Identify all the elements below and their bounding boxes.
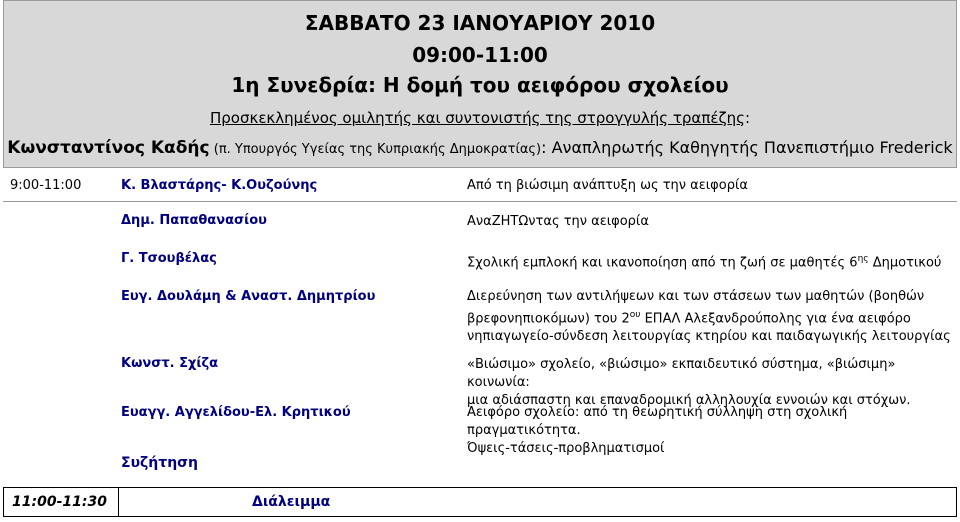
talk-title-1: Από τη βιώσιμη ανάπτυξη ως την αειφορία [467,178,748,193]
speaker-1: Κ. Βλαστάρης- Κ.Ουζούνης [121,178,318,193]
row-divider [3,201,957,202]
invited-label-text: Προσκεκλημένος ομιλητής και συντονιστής της στρογγυλής τραπέζης [210,109,745,127]
moderator-role: (π. Υπουργός Υγείας της Κυπριακής Δημοκρατίας) [209,142,542,157]
speaker-3: Γ. Τσουβέλας [121,251,217,266]
moderator-affiliation: : Αναπληρωτής Καθηγητής Πανεπιστήμιο Frederick [541,138,953,157]
talk-title-3: Σχολική εμπλοκή και ικανοποίηση από τη ζωή σε μαθητές $6^{\eta\varsigma}$ Δημοτικού [467,254,942,271]
speaker-4: Ευγ. Δουλάμη & Αναστ. Δημητρίου [121,289,376,304]
invited-label-colon: : [744,109,750,127]
speaker-6: Ευαγγ. Αγγελίδου-Ελ. Κρητικού [121,405,351,420]
slot-time: 9:00-11:00 [10,178,82,193]
break-label: Διάλειμμα [252,494,331,510]
moderator-name: Κωνσταντίνος Καδής [7,138,210,158]
discussion-label: Συζήτηση [121,455,199,471]
date-heading: ΣΑΒΒΑΤΟ 23 ΙΑΝΟΥΑΡΙΟΥ 2010 [304,11,656,35]
break-row [3,487,957,517]
break-time: 11:00-11:30 [12,494,107,510]
talk-title-6: Αειφόρο σχολείο: από τη θεωρητική σύλληψη στη σχολική πραγματικότητα. Όψεις-τάσεις-προβληματισμοί [467,405,848,456]
talk-title-2: ΑναΖΗΤΩντας την αειφορία [467,214,649,229]
moderator-line [4,138,956,158]
talk-title-4: Διερεύνηση των αντιλήψεων και των στάσεων των μαθητών (βοηθών βρεφονηπιοκόμων) του $2^{o\upsilon}$ ΕΠΑΛ Αλεξανδρούπολης για ένα αειφόρο νηπιαγωγείο-σύνδεση λειτουργίας κτηρίου και παιδαγωγικής λειτουργίας [467,289,951,345]
session-header [3,0,957,168]
speaker-2: Δημ. Παπαθανασίου [121,213,267,228]
talk-title-5: «Βιώσιμο» σχολείο, «βιώσιμο» εκπαιδευτικό σύστημα, «βιώσιμη» κοινωνία: μια αδιάσπαστη και επαναδρομική αλληλουχία εννοιών και στόχων. [467,357,911,408]
invited-speaker-label [4,109,956,127]
session-title: 1η Συνεδρία: Η δομή του αειφόρου σχολείου [231,73,729,97]
footer-divider [118,488,119,516]
speaker-5: Κωνστ. Σχίζα [121,356,219,371]
time-heading: 09:00-11:00 [412,43,548,67]
